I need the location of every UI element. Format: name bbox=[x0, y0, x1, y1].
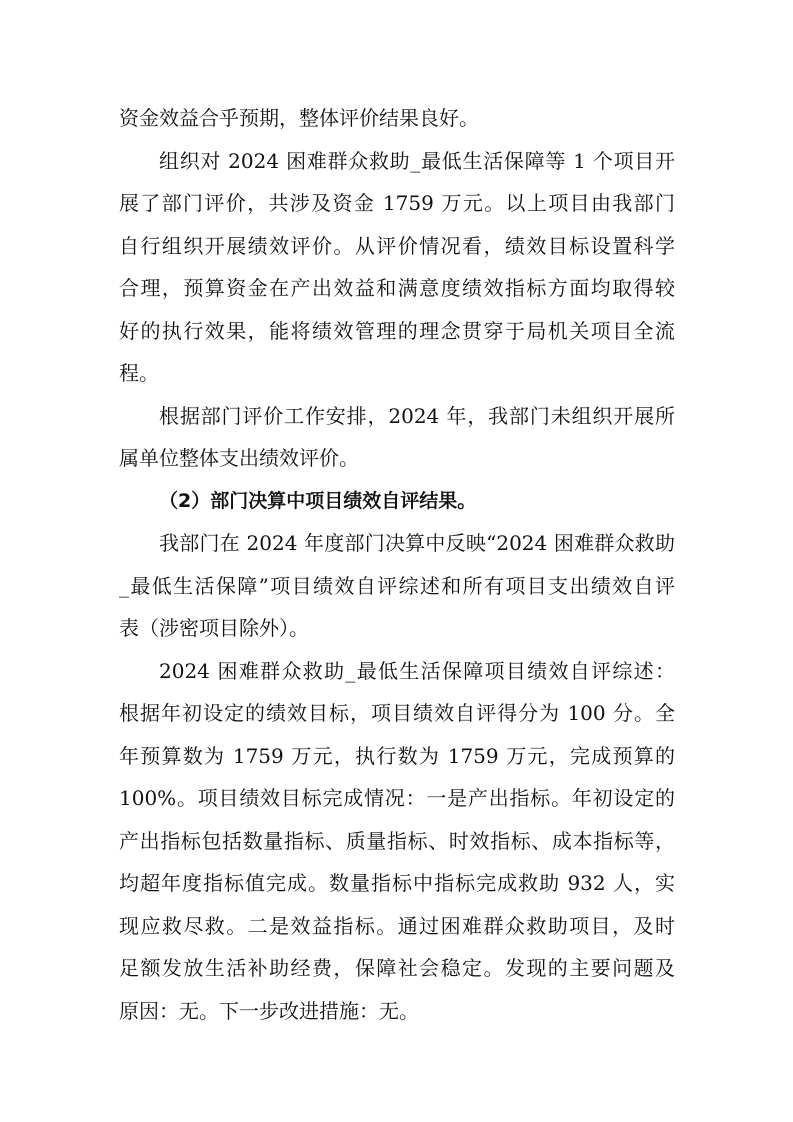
text-line: 我部门在 2024 年度部门决算中反映“2024 困难群众救助 bbox=[159, 531, 675, 555]
text-line: 足额发放生活补助经费，保障社会稳定。发现的主要问题及 bbox=[119, 956, 675, 980]
text-line: 根据部门评价工作安排，2024 年，我部门未组织开展所 bbox=[159, 404, 675, 428]
text-line: 产出指标包括数量指标、质量指标、时效指标、成本指标等， bbox=[119, 829, 675, 853]
text-line: 属单位整体支出绩效评价。 bbox=[119, 446, 359, 470]
text-line: 资金效益合乎预期，整体评价结果良好。 bbox=[119, 106, 479, 130]
text-line: _最低生活保障”项目绩效自评综述和所有项目支出绩效自评 bbox=[119, 574, 675, 598]
text-line: 均超年度指标值完成。数量指标中指标完成救助 932 人，实 bbox=[119, 871, 675, 895]
text-line: 原因：无。下一步改进措施：无。 bbox=[119, 999, 419, 1023]
text-line: 年预算数为 1759 万元，执行数为 1759 万元，完成预算的 bbox=[119, 744, 675, 768]
text-line: 好的执行效果，能将绩效管理的理念贯穿于局机关项目全流 bbox=[119, 319, 675, 343]
text-line: 根据年初设定的绩效目标，项目绩效自评得分为 100 分。全 bbox=[119, 701, 675, 725]
text-line: 组织对 2024 困难群众救助_最低生活保障等 1 个项目开 bbox=[159, 149, 675, 173]
text-line: 展了部门评价，共涉及资金 1759 万元。以上项目由我部门 bbox=[119, 191, 675, 215]
text-line: 程。 bbox=[119, 361, 159, 385]
text-line: 自行组织开展绩效评价。从评价情况看，绩效目标设置科学 bbox=[119, 234, 675, 258]
text-line: 表（涉密项目除外）。 bbox=[119, 616, 309, 640]
text-line: 2024 困难群众救助_最低生活保障项目绩效自评综述： bbox=[159, 659, 675, 683]
section-heading: （2）部门决算中项目绩效自评结果。 bbox=[159, 490, 477, 512]
text-line: 现应救尽救。二是效益指标。通过困难群众救助项目，及时 bbox=[119, 914, 675, 938]
text-line: 100%。项目绩效目标完成情况：一是产出指标。年初设定的 bbox=[119, 786, 675, 810]
text-line: 合理，预算资金在产出效益和满意度绩效指标方面均取得较 bbox=[119, 276, 675, 300]
